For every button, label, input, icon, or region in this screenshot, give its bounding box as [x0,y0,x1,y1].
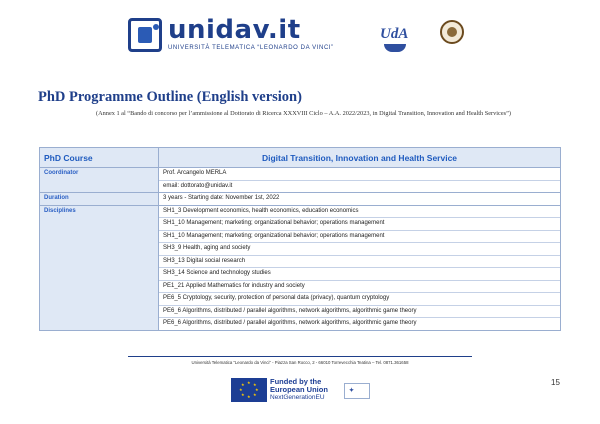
footer-address: Università Telematica “Leonardo da Vinci” - Piazza San Rocco, 2 - 66010 Torrevecchia Teatina – Tel. 0871.361658 [191,360,409,365]
discipline-item: SH3_14 Science and technology studies [159,268,560,281]
programme-table [39,147,561,331]
discipline-item: SH3_13 Digital social research [159,256,560,269]
discipline-item: PE6_6 Algorithms, distributed / parallel algorithms, network algorithms, algorithmic game theory [163,320,417,326]
table-row-duration [40,193,561,206]
eu-line-2: European Union [270,385,328,394]
annex-note: (Annex 1 al “Bando di concorso per l’ammissione al Dottorato di Ricerca XXXVIII Ciclo – A.A. 2022/2023, in Digital Transition, Innovation and Health Services”) [96,110,511,117]
unidav-subtitle: UNIVERSITÀ TELEMATICA “LEONARDO DA VINCI” [168,45,334,51]
page-title: PhD Programme Outline (English version) [38,89,302,105]
university-seal-logo [432,20,472,64]
table-row-coordinator [40,168,561,193]
uda-wordmark: UdA [380,26,409,42]
value-disciplines [159,205,561,330]
discipline-item: SH1_3 Development economics, health economics, education economics [159,206,560,219]
uda-logo [380,24,410,54]
discipline-item: PE1_21 Applied Mathematics for industry and society [159,281,560,294]
unidav-logo [128,14,334,60]
eu-line-1: Funded by the [270,377,322,386]
label-disciplines: Disciplines [40,205,159,330]
table-row-disciplines [40,205,561,330]
value-coordinator [159,168,561,193]
label-duration: Duration [40,193,159,206]
header-course-title: Digital Transition, Innovation and Health Service [159,148,561,168]
coordinator-name: Prof. Arcangelo MERLA [159,168,560,181]
uda-emblem-icon [384,44,406,52]
discipline-item: PE6_6 Algorithms, distributed / parallel algorithms, network algorithms, algorithmic game theory [159,306,560,319]
discipline-item: SH1_10 Management; marketing; organizational behavior; operations management [159,218,560,231]
label-coordinator: Coordinator [40,168,159,193]
eu-funding-label [270,378,336,402]
table-header-row [40,148,561,168]
discipline-item: PE6_5 Cryptology, security, protection of personal data (privacy), quantum cryptology [159,293,560,306]
unidav-wordmark: unidav.it [168,15,301,45]
value-duration: 3 years - Starting date: November 1st, 2022 [159,193,561,206]
eu-line-3: NextGenerationEU [270,394,325,401]
footer-divider [128,356,472,357]
discipline-item: SH1_10 Management; marketing; organizational behavior; operations management [159,231,560,244]
eu-flag-icon: ★ ★ ★ ★ ★ ★ ★ ★ [231,378,267,402]
page-number: 15 [551,378,560,387]
discipline-item: SH3_9 Health, aging and society [159,243,560,256]
header-phd-course: PhD Course [40,148,159,168]
partner-logo-icon: ✦ [344,383,370,399]
coordinator-email: email: dottorato@unidav.it [163,182,233,189]
seal-emblem-icon [440,20,464,44]
unidav-emblem-icon [128,18,162,52]
